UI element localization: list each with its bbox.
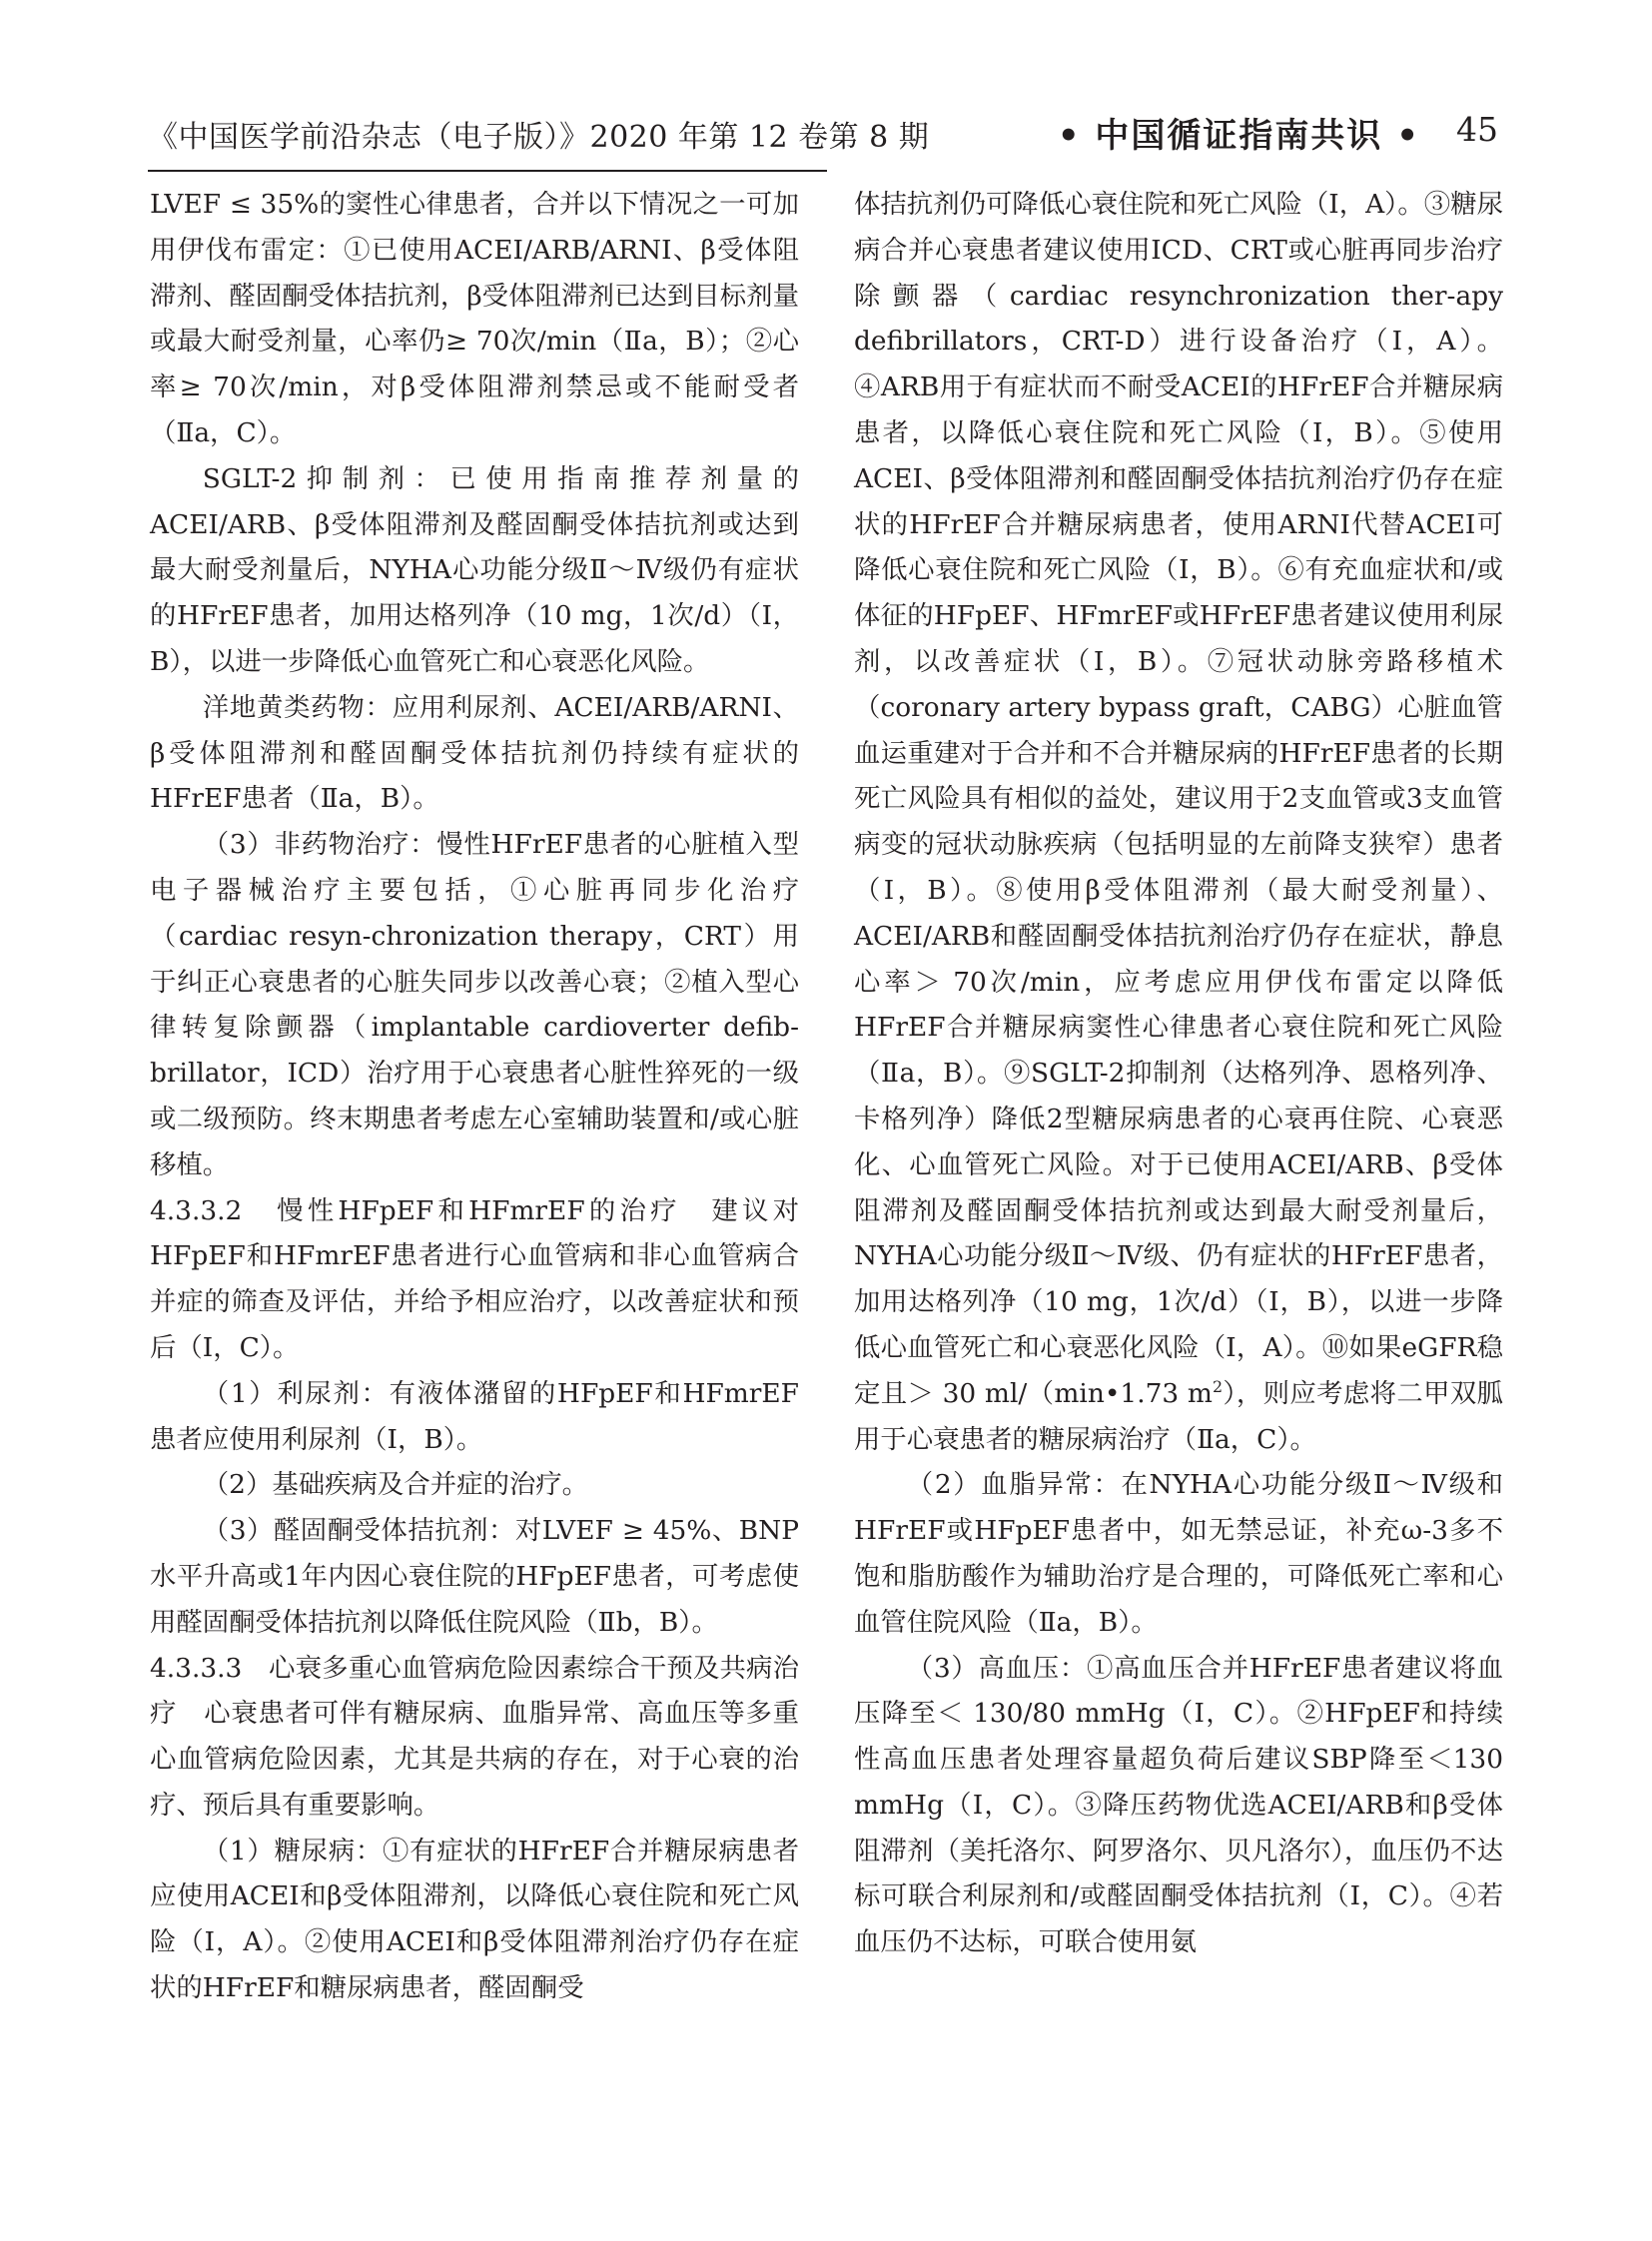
page-header xyxy=(148,108,1498,164)
superscript: 2 xyxy=(1212,1376,1224,1396)
paragraph: （3）醛固酮受体拮抗剂：对LVEF ≥ 45%、BNP水平升高或1年内因心衰住院的HFpEF患者，可考虑使用醛固酮受体拮抗剂以降低住院风险（Ⅱb，B）。 xyxy=(150,1515,799,1638)
section-title: • 中国循证指南共识 • xyxy=(1057,116,1420,156)
paragraph-text: 体拮抗剂仍可降低心衰住院和死亡风险（Ⅰ，A）。③糖尿病合并心衰患者建议使用ICD、CRT或心脏再同步治疗除颤器（cardiac resynchronization ther-apy defibrillators，CRT-D）进行设备治疗（Ⅰ，A）。④ARB用于有症状而不耐受ACEI的HFrEF合并糖尿病患者，以降低心衰住院和死亡风险（Ⅰ，B）。⑤使用ACEI、β受体阻滞剂和醛固酮受体拮抗剂治疗仍存在症状的HFrEF合并糖尿病患者，使用ARNI代替ACEI可降低心衰住院和死亡风险（Ⅰ，B）。⑥有充血症状和/或体征的HFpEF、HFmrEF或HFrEF患者建议使用利尿剂，以改善症状（Ⅰ，B）。⑦冠状动脉旁路移植术（coronary artery bypass graft，CABG）心脏血管血运重建对于合并和不合并糖尿病的HFrEF患者的长期死亡风险具有相似的益处，建议用于2支血管或3支血管病变的冠状动脉疾病（包括明显的左前降支狭窄）患者（Ⅰ，B）。⑧使用β受体阻滞剂（最大耐受剂量）、ACEI/ARB和醛固酮受体拮抗剂治疗仍存在症状，静息心率＞ 70次/min，应考虑应用伊伐布雷定以降低HFrEF合并糖尿病窦性心律患者心衰住院和死亡风险（Ⅱa，B）。⑨SGLT-2抑制剂（达格列净、恩格列净、卡格列净）降低2型糖尿病患者的心衰再住院、心衰恶化、心血管死亡风险。对于已使用ACEI/ARB、β受体阻滞剂及醛固酮受体拮抗剂或达到最大耐受剂量后，NYHA心功能分级Ⅱ～Ⅳ级、仍有症状的HFrEF患者，加用达格列净（10 mg，1次/d）（Ⅰ，B），以进一步降低心血管死亡和心衰恶化风险（Ⅰ，A）。⑩如果eGFR稳定且＞ 30 ml/（min•1.73 m xyxy=(854,189,1503,1409)
header-rule xyxy=(148,170,827,172)
paragraph: （2）基础疾病及合并症的治疗。 xyxy=(202,1469,589,1501)
paragraph: LVEF ≤ 35%的窦性心律患者，合并以下情况之一可加用伊伐布雷定：①已使用ACEI/ARB/ARNI、β受体阻滞剂、醛固酮受体拮抗剂，β受体阻滞剂已达到目标剂量或最大耐受剂量，心率仍≥ 70次/min（Ⅱa，B）；②心率≥ 70次/min，对β受体阻滞剂禁忌或不能耐受者（Ⅱa，C）。 xyxy=(150,189,799,448)
right-column xyxy=(854,182,1503,1965)
paragraph: 洋地黄类药物：应用利尿剂、ACEI/ARB/ARNI、β受体阻滞剂和醛固酮受体拮抗剂仍持续有症状的HFrEF患者（Ⅱa，B）。 xyxy=(150,691,799,815)
left-column xyxy=(150,182,799,2011)
journal-title: 《中国医学前沿杂志（电子版）》2020 年第 12 卷第 8 期 xyxy=(148,120,930,155)
paragraph-tail: ），则应考虑将二甲双胍用于心衰患者的糖尿病治疗（Ⅱa，C）。 xyxy=(854,1377,1503,1455)
subsection-paragraph: 4.3.3.2 慢性HFpEF和HFmrEF的治疗 建议对HFpEF和HFmrEF患者进行心血管病和非心血管病合并症的筛查及评估，并给予相应治疗，以改善症状和预后（Ⅰ，C）。 xyxy=(150,1194,799,1363)
subsection-paragraph: 4.3.3.3 心衰多重心血管病危险因素综合干预及共病治疗 心衰患者可伴有糖尿病、血脂异常、高血压等多重心血管病危险因素，尤其是共病的存在，对于心衰的治疗、预后具有重要影响。 xyxy=(150,1652,799,1821)
paragraph: （2）血脂异常：在NYHA心功能分级Ⅱ～Ⅳ级和HFrEF或HFpEF患者中，如无禁忌证，补充ω-3多不饱和脂肪酸作为辅助治疗是合理的，可降低死亡率和心血管住院风险（Ⅱa，B）。 xyxy=(854,1469,1503,1638)
paragraph xyxy=(854,182,1503,1462)
paragraph: （1）糖尿病：①有症状的HFrEF合并糖尿病患者应使用ACEI和β受体阻滞剂，以降低心衰住院和死亡风险（Ⅰ，A）。②使用ACEI和β受体阻滞剂治疗仍存在症状的HFrEF和糖尿病患者，醛固酮受 xyxy=(150,1835,799,2004)
paragraph: （3）非药物治疗：慢性HFrEF患者的心脏植入型电子器械治疗主要包括，①心脏再同步化治疗（cardiac resyn-chronization therapy，CRT）用于纠正心衰患者的心脏失同步以改善心衰；②植入型心律转复除颤器（implantable cardioverter defib-brillator，ICD）治疗用于心衰患者心脏性猝死的一级或二级预防。终末期患者考虑左心室辅助装置和/或心脏移植。 xyxy=(150,829,799,1180)
paragraph: SGLT-2抑制剂：已使用指南推荐剂量的ACEI/ARB、β受体阻滞剂及醛固酮受体拮抗剂或达到最大耐受剂量后，NYHA心功能分级Ⅱ～Ⅳ级仍有症状的HFrEF患者，加用达格列净（10 mg，1次/d）（Ⅰ，B），以进一步降低心血管死亡和心衰恶化风险。 xyxy=(150,462,799,677)
paragraph: （1）利尿剂：有液体潴留的HFpEF和HFmrEF患者应使用利尿剂（Ⅰ，B）。 xyxy=(150,1377,799,1455)
page-number: 45 xyxy=(1456,110,1498,149)
paragraph: （3）高血压：①高血压合并HFrEF患者建议将血压降至＜ 130/80 mmHg（Ⅰ，C）。②HFpEF和持续性高血压患者处理容量超负荷后建议SBP降至＜130 mmHg（Ⅰ，C）。③降压药物优选ACEI/ARB和β受体阻滞剂（美托洛尔、阿罗洛尔、贝凡洛尔），血压仍不达标可联合利尿剂和/或醛固酮受体拮抗剂（Ⅰ，C）。④若血压仍不达标，可联合使用氨 xyxy=(854,1652,1503,1958)
